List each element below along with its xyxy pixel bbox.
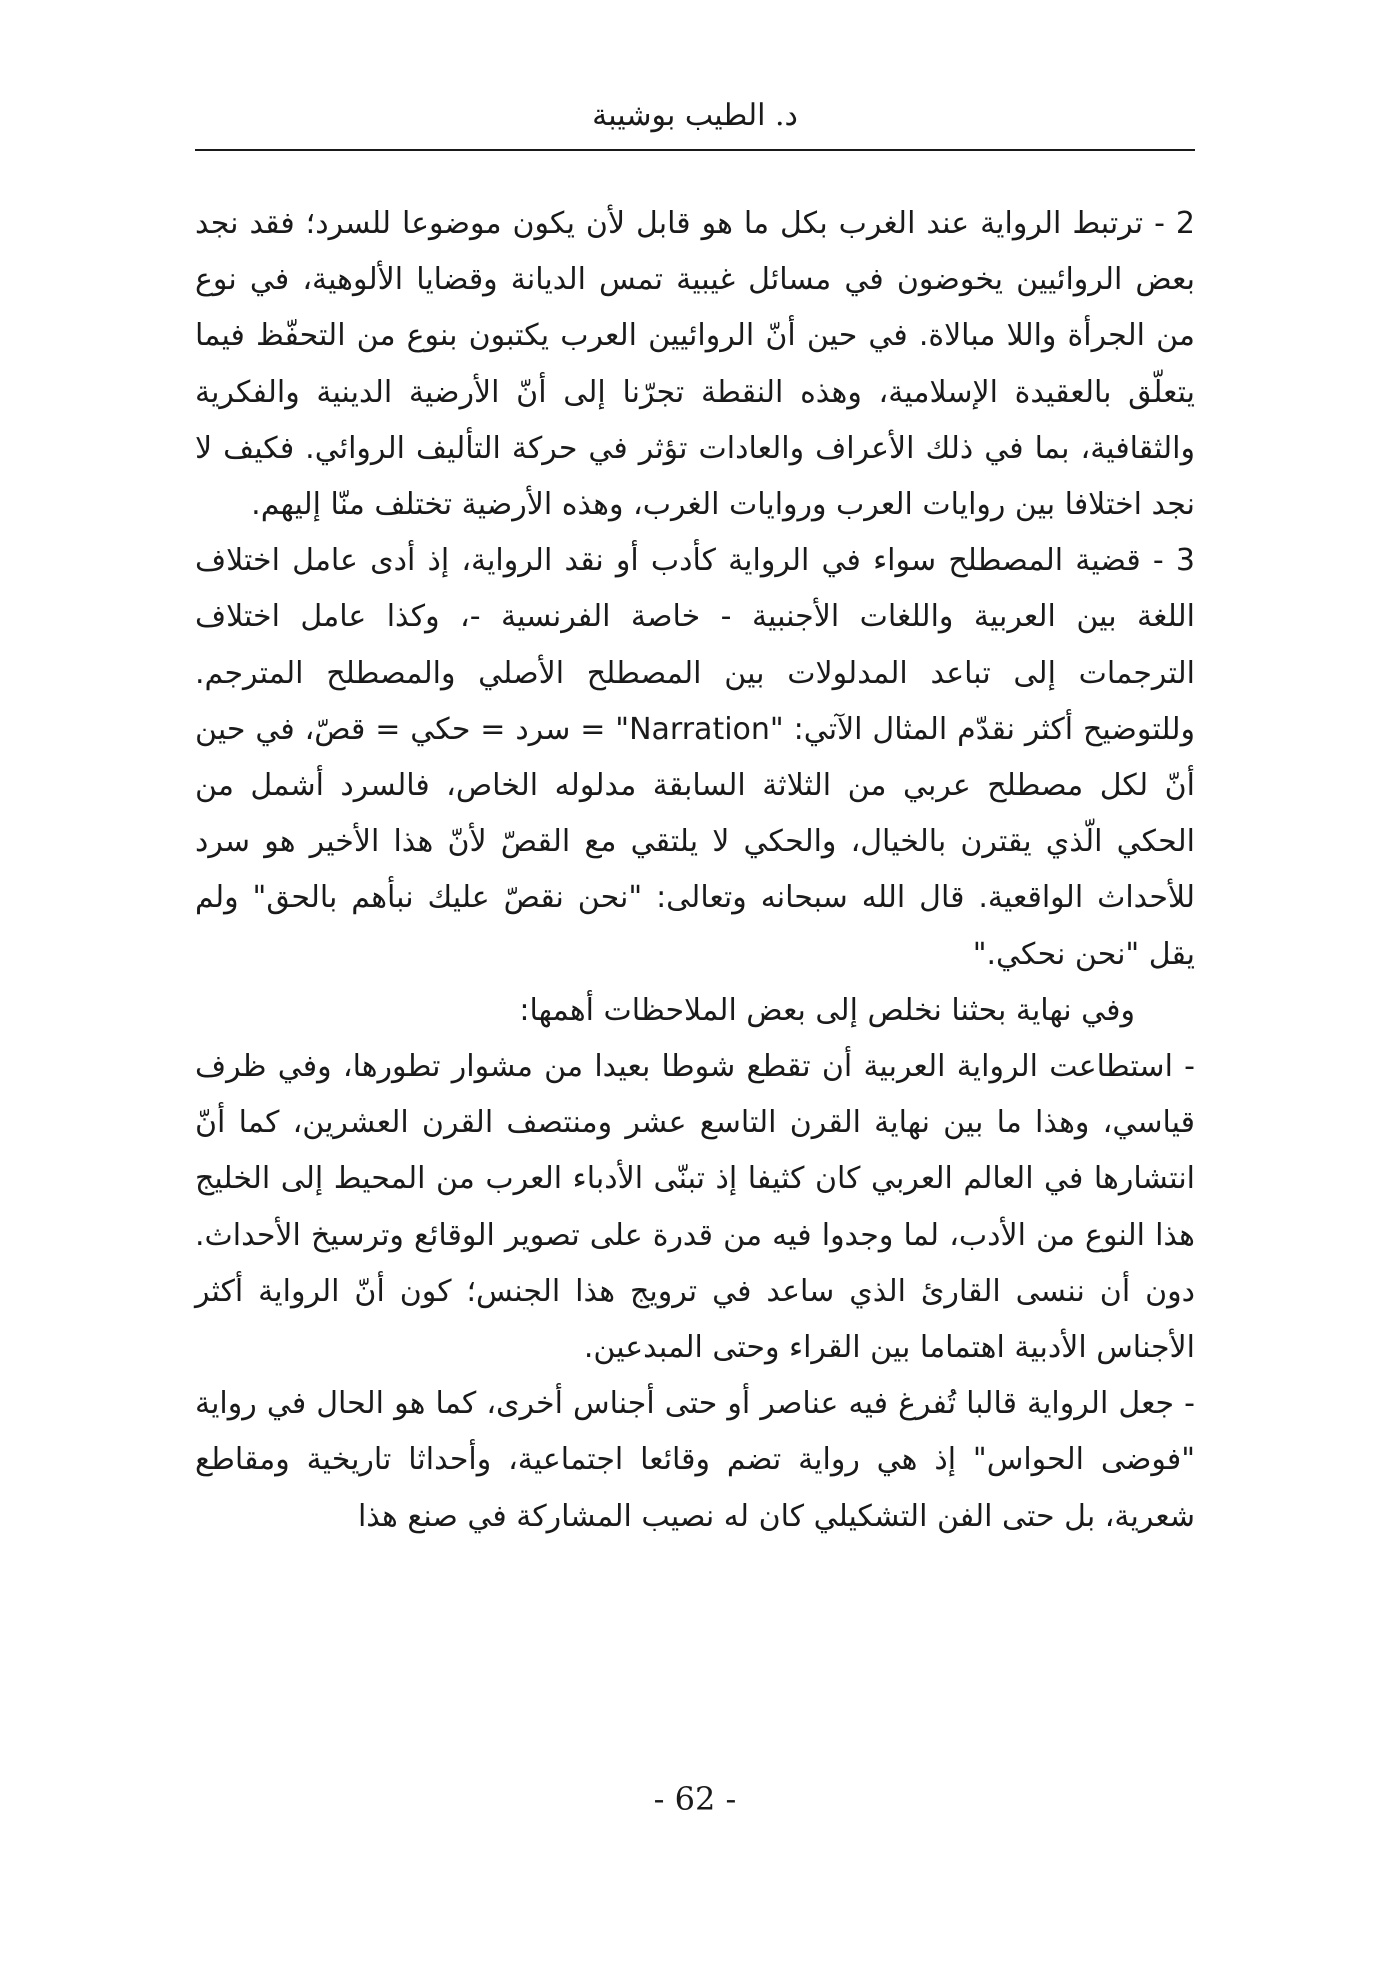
paragraph-point-2: 2 - ترتبط الرواية عند الغرب بكل ما هو قابل لأن يكون موضوعا للسرد؛ فقد نجد بعض الروائيين يخوضون في مسائل غيبية تمس الديانة وقضايا الألوهية، في نوع من الجرأة واللا مبالاة. في حين أنّ الروائيين العرب يكتبون بنوع من التحفّظ فيما يتعلّق بالعقيدة الإسلامية، وهذه النقطة تجرّنا إلى أنّ الأرضية الدينية والفكرية والثقافية، بما في ذلك الأعراف والعادات تؤثر في حركة التأليف الروائي. فكيف لا نجد اختلافا بين روايات العرب وروايات الغرب، وهذه الأرضية تختلف منّا إليهم. xyxy=(195,206,1195,523)
paragraph-remark-2: - جعل الرواية قالبا تُفرغ فيه عناصر أو حتى أجناس أخرى، كما هو الحال في رواية "فوضى الحواس" إذ هي رواية تضم وقائعا اجتماعية، وأحداثا تاريخية ومقاطع شعرية، بل حتى الفن التشكيلي كان له نصيب المشاركة في صنع هذا xyxy=(195,1386,1195,1534)
header-divider xyxy=(195,149,1195,151)
paragraph-remark-1: - استطاعت الرواية العربية أن تقطع شوطا بعيدا من مشوار تطورها، وفي ظرف قياسي، وهذا ما بين نهاية القرن التاسع عشر ومنتصف القرن العشرين، كما أنّ انتشارها في العالم العربي كان كثيفا إذ تبنّى الأدباء العرب من المحيط إلى الخليج هذا النوع من الأدب، لما وجدوا فيه من قدرة على تصوير الوقائع وترسيخ الأحداث. دون أن ننسى القارئ الذي ساعد في ترويج هذا الجنس؛ كون أنّ الرواية أكثر الأجناس الأدبية اهتماما بين القراء وحتى المبدعين. xyxy=(195,1049,1195,1366)
running-header: د. الطيب بوشيبة xyxy=(592,98,798,133)
paragraph-point-3: 3 - قضية المصطلح سواء في الرواية كأدب أو نقد الرواية، إذ أدى عامل اختلاف اللغة بين العربية واللغات الأجنبية - خاصة الفرنسية -، وكذا عامل اختلاف الترجمات إلى تباعد المدلولات بين المصطلح الأصلي والمصطلح المترجم. وللتوضيح أكثر نقدّم المثال الآتي: "Narration" = سرد = حكي = قصّ، في حين أنّ لكل مصطلح عربي من الثلاثة السابقة مدلوله الخاص، فالسرد أشمل من الحكي الّذي يقترن بالخيال، والحكي لا يلتقي مع القصّ لأنّ هذا الأخير هو سرد للأحداث الواقعية. قال الله سبحانه وتعالى: "نحن نقصّ عليك نبأهم بالحق" ولم يقل "نحن نحكي." xyxy=(195,543,1195,972)
paragraph-conclusion-intro: وفي نهاية بحثنا نخلص إلى بعض الملاحظات أهمها: xyxy=(519,992,1135,1028)
body-text xyxy=(195,196,1195,1545)
page-number: - 62 - xyxy=(653,1780,737,1818)
